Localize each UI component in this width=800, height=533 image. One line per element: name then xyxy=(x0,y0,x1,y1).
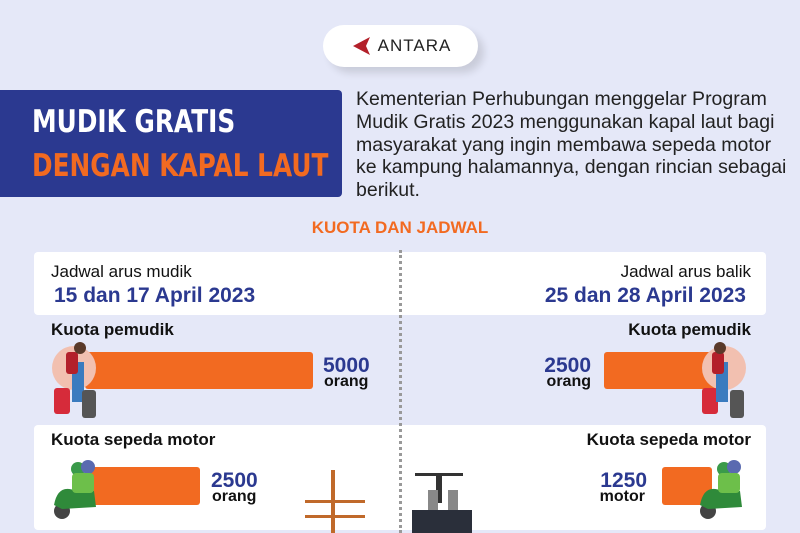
logo-text: ANTARA xyxy=(377,36,452,55)
ship-funnel-icon xyxy=(412,470,482,533)
traveler-icon xyxy=(698,338,750,420)
motorcycle-icon xyxy=(48,455,104,521)
mudik-pemudik-unit: orang xyxy=(324,373,369,390)
title-line-2: DENGAN KAPAL LAUT xyxy=(32,148,329,184)
balik-motor-value: 1250 xyxy=(600,469,647,492)
mudik-pemudik-bar xyxy=(85,352,313,389)
antara-logo-icon xyxy=(350,35,372,57)
balik-pemudik-label: Kuota pemudik xyxy=(628,320,751,339)
mudik-pemudik-label: Kuota pemudik xyxy=(51,320,174,339)
mudik-schedule-label: Jadwal arus mudik xyxy=(51,262,192,281)
section-title: KUOTA DAN JADWAL xyxy=(311,218,489,237)
balik-motor-label: Kuota sepeda motor xyxy=(586,430,751,449)
motorcycle-icon xyxy=(694,455,750,521)
divider xyxy=(399,250,402,533)
mudik-motor-label: Kuota sepeda motor xyxy=(51,430,216,449)
balik-pemudik-unit: orang xyxy=(546,373,591,390)
title-line-1: MUDIK GRATIS xyxy=(32,104,236,140)
mudik-motor-bar xyxy=(88,467,200,505)
balik-schedule-label: Jadwal arus balik xyxy=(620,262,751,281)
ship-mast-icon xyxy=(295,470,375,533)
mudik-motor-unit: orang xyxy=(212,488,257,505)
mudik-motor-value: 2500 xyxy=(211,469,258,492)
balik-dates: 25 dan 28 April 2023 xyxy=(544,284,746,307)
balik-motor-unit: motor xyxy=(599,488,645,505)
title-box xyxy=(0,90,342,197)
mudik-dates: 15 dan 17 April 2023 xyxy=(54,284,256,307)
intro-text: Kementerian Perhubungan menggelar Program Mudik Gratis 2023 menggunakan kapal laut bagi masyarakat yang ingin membawa sepeda motor ke kampung halamannya, dengan rincian sebagai berikut. xyxy=(356,88,787,202)
traveler-icon xyxy=(50,338,102,420)
antara-logo xyxy=(323,25,478,67)
mudik-pemudik-value: 5000 xyxy=(323,354,370,377)
balik-pemudik-value: 2500 xyxy=(544,354,591,377)
